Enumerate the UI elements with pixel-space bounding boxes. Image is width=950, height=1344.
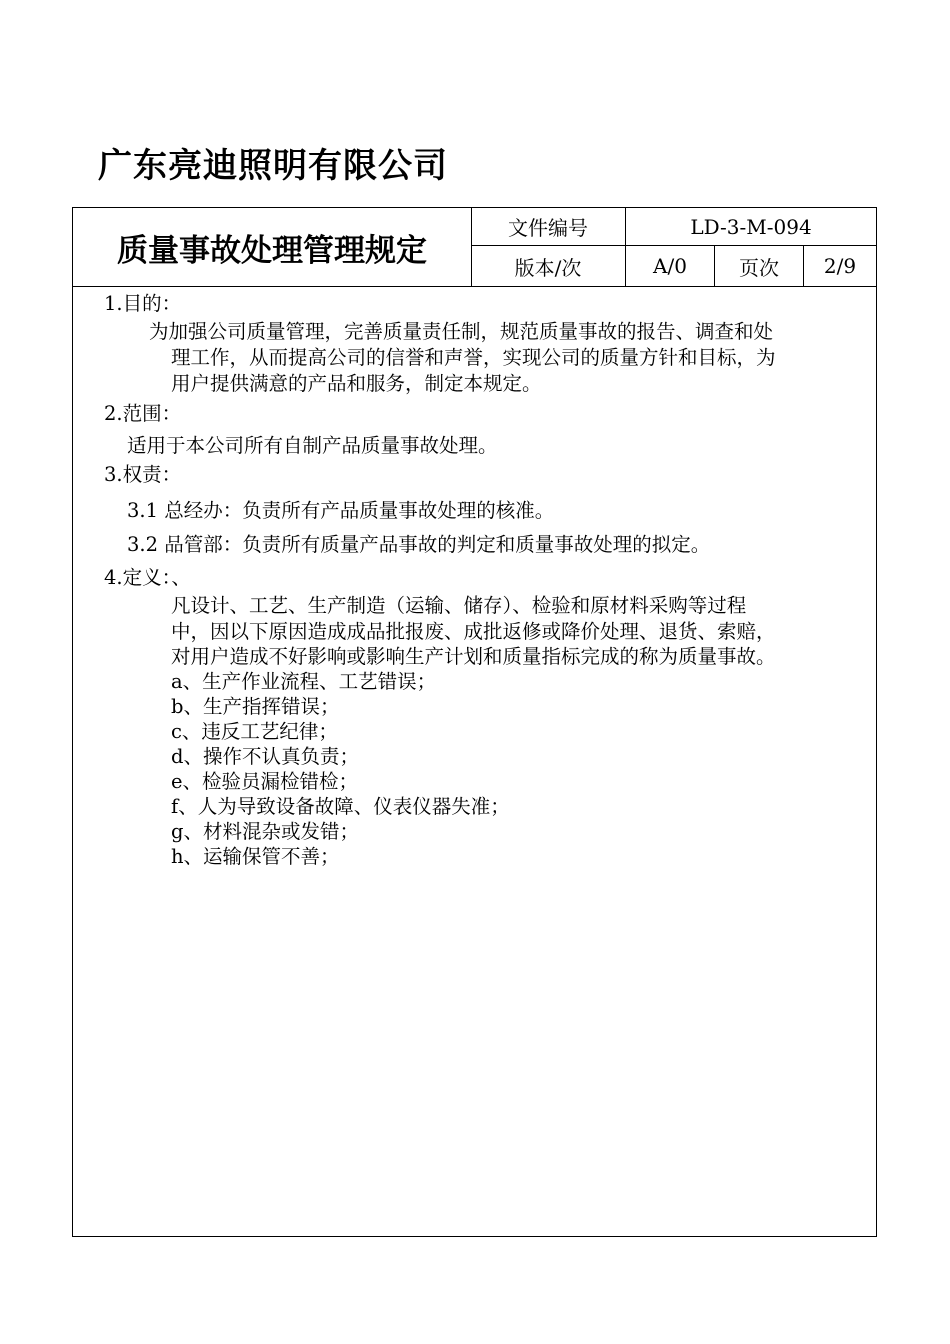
responsibility-3-2: 3.2 品管部：负责所有质量产品事故的判定和质量事故处理的拟定。 <box>127 533 711 556</box>
list-item: h、运输保管不善； <box>171 845 340 868</box>
list-item: d、操作不认真负责； <box>171 745 359 768</box>
list-item: g、材料混杂或发错； <box>171 820 359 843</box>
purpose-line-2: 理工作，从而提高公司的信誉和声誉，实现公司的质量方针和目标，为 <box>171 346 776 369</box>
document-header-table <box>73 208 876 287</box>
version-label: 版本/次 <box>471 246 626 286</box>
section-1-heading: 1.目的： <box>104 292 182 315</box>
definition-line-3: 对用户造成不好影响或影响生产计划和质量指标完成的称为质量事故。 <box>171 645 776 668</box>
responsibility-3-1: 3.1 总经办：负责所有产品质量事故处理的核准。 <box>127 499 555 522</box>
definition-line-1: 凡设计、工艺、生产制造（运输、储存）、检验和原材料采购等过程 <box>171 594 747 617</box>
document-frame <box>72 207 877 1237</box>
version-value: A/0 <box>626 246 715 286</box>
page-label: 页次 <box>715 246 804 286</box>
list-item: a、生产作业流程、工艺错误； <box>171 670 437 693</box>
purpose-line-1: 为加强公司质量管理，完善质量责任制，规范质量事故的报告、调查和处 <box>149 320 774 343</box>
definition-line-2: 中，因以下原因造成成品批报废、成批返修或降价处理、退货、索赔， <box>171 620 776 643</box>
company-name: 广东亮迪照明有限公司 <box>98 146 448 186</box>
document-title: 质量事故处理管理规定 <box>73 208 472 286</box>
section-3-heading: 3.权责： <box>104 463 182 486</box>
list-item: b、生产指挥错误； <box>171 695 340 718</box>
purpose-line-3: 用户提供满意的产品和服务，制定本规定。 <box>171 372 542 395</box>
doc-no-label: 文件编号 <box>471 208 626 246</box>
page-value: 2/9 <box>823 254 857 278</box>
list-item: e、检验员漏检错检； <box>171 770 359 793</box>
section-2-heading: 2.范围： <box>104 402 182 425</box>
scope-text: 适用于本公司所有自制产品质量事故处理。 <box>127 434 498 457</box>
section-4-heading: 4.定义：、 <box>104 566 191 589</box>
doc-no-value: LD-3-M-094 <box>626 208 876 246</box>
list-item: c、违反工艺纪律； <box>171 720 338 743</box>
list-item: f、人为导致设备故障、仪表仪器失准； <box>171 795 510 818</box>
